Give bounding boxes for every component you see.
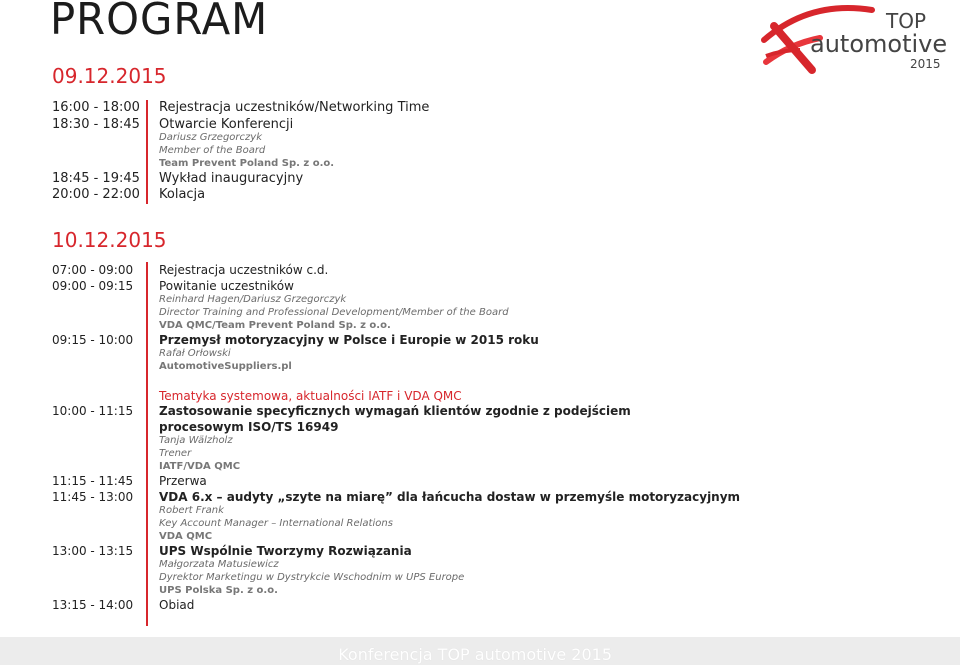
footer-bar [0, 637, 960, 665]
logo-top: TOP [886, 9, 927, 33]
time-slot: 11:15 - 11:45 [52, 474, 134, 488]
speaker-role: Dyrektor Marketingu w Dystrykcie Wschodnim w UPS Europe [159, 572, 465, 583]
date-heading-day1: 09.12.2015 [52, 64, 167, 88]
page-title: PROGRAM [50, 0, 269, 45]
speaker-company: Team Prevent Poland Sp. z o.o. [159, 158, 335, 169]
time-slot: 09:00 - 09:15 [52, 279, 134, 293]
speaker-role: Member of the Board [159, 145, 266, 156]
time-slot: 18:30 - 18:45 [52, 117, 140, 132]
speaker-name: Rafał Orłowski [159, 348, 231, 359]
session-title: Rejestracja uczestników/Networking Time [159, 100, 430, 115]
speaker-company: IATF/VDA QMC [159, 461, 241, 472]
logo-year: 2015 [910, 57, 941, 71]
session-title: Wykład inauguracyjny [159, 171, 304, 186]
time-slot: 18:45 - 19:45 [52, 171, 140, 186]
speaker-role: Director Training and Professional Development/Member of the Board [159, 307, 509, 318]
session-title: UPS Wspólnie Tworzymy Rozwiązania [159, 544, 412, 558]
session-title: Kolacja [159, 187, 206, 202]
theme-heading: Tematyka systemowa, aktualności IATF i VDA QMC [159, 389, 462, 403]
session-title-continued: procesowym ISO/TS 16949 [159, 420, 339, 434]
speaker-name: Robert Frank [159, 505, 224, 516]
speaker-name: Tanja Wälzholz [159, 435, 233, 446]
logo-automotive: automotive [810, 30, 948, 58]
speaker-role: Key Account Manager – International Relations [159, 518, 393, 529]
speaker-name: Dariusz Grzegorczyk [159, 132, 262, 143]
session-title: Obiad [159, 598, 195, 612]
speaker-role: Trener [159, 448, 192, 459]
time-slot: 07:00 - 09:00 [52, 263, 134, 277]
session-title: Przerwa [159, 474, 207, 488]
speaker-name: Reinhard Hagen/Dariusz Grzegorczyk [159, 294, 347, 305]
speaker-company: VDA QMC/Team Prevent Poland Sp. z o.o. [159, 320, 391, 331]
time-slot: 16:00 - 18:00 [52, 100, 140, 115]
footer-text: Konferencja TOP automotive 2015 [338, 645, 612, 664]
session-title: Zastosowanie specyficznych wymagań klientów zgodnie z podejściem [159, 404, 631, 418]
time-slot: 13:00 - 13:15 [52, 544, 134, 558]
time-slot: 09:15 - 10:00 [52, 333, 134, 347]
session-title: Otwarcie Konferencji [159, 117, 294, 132]
session-title: Rejestracja uczestników c.d. [159, 263, 329, 277]
timeline-divider-day2 [146, 262, 148, 626]
speaker-company: AutomotiveSuppliers.pl [159, 361, 292, 372]
speaker-company: VDA QMC [159, 531, 213, 542]
time-slot: 10:00 - 11:15 [52, 404, 134, 418]
time-slot: 13:15 - 14:00 [52, 598, 134, 612]
top-automotive-logo [760, 4, 956, 76]
time-slot: 20:00 - 22:00 [52, 187, 140, 202]
session-title: Powitanie uczestników [159, 279, 294, 293]
time-slot: 11:45 - 13:00 [52, 490, 134, 504]
timeline-divider-day1 [146, 100, 148, 204]
session-title: VDA 6.x – audyty „szyte na miarę” dla łańcucha dostaw w przemyśle motoryzacyjnym [159, 490, 741, 504]
speaker-name: Małgorzata Matusiewicz [159, 559, 279, 570]
date-heading-day2: 10.12.2015 [52, 228, 167, 252]
session-title: Przemysł motoryzacyjny w Polsce i Europie w 2015 roku [159, 333, 539, 347]
speaker-company: UPS Polska Sp. z o.o. [159, 585, 278, 596]
